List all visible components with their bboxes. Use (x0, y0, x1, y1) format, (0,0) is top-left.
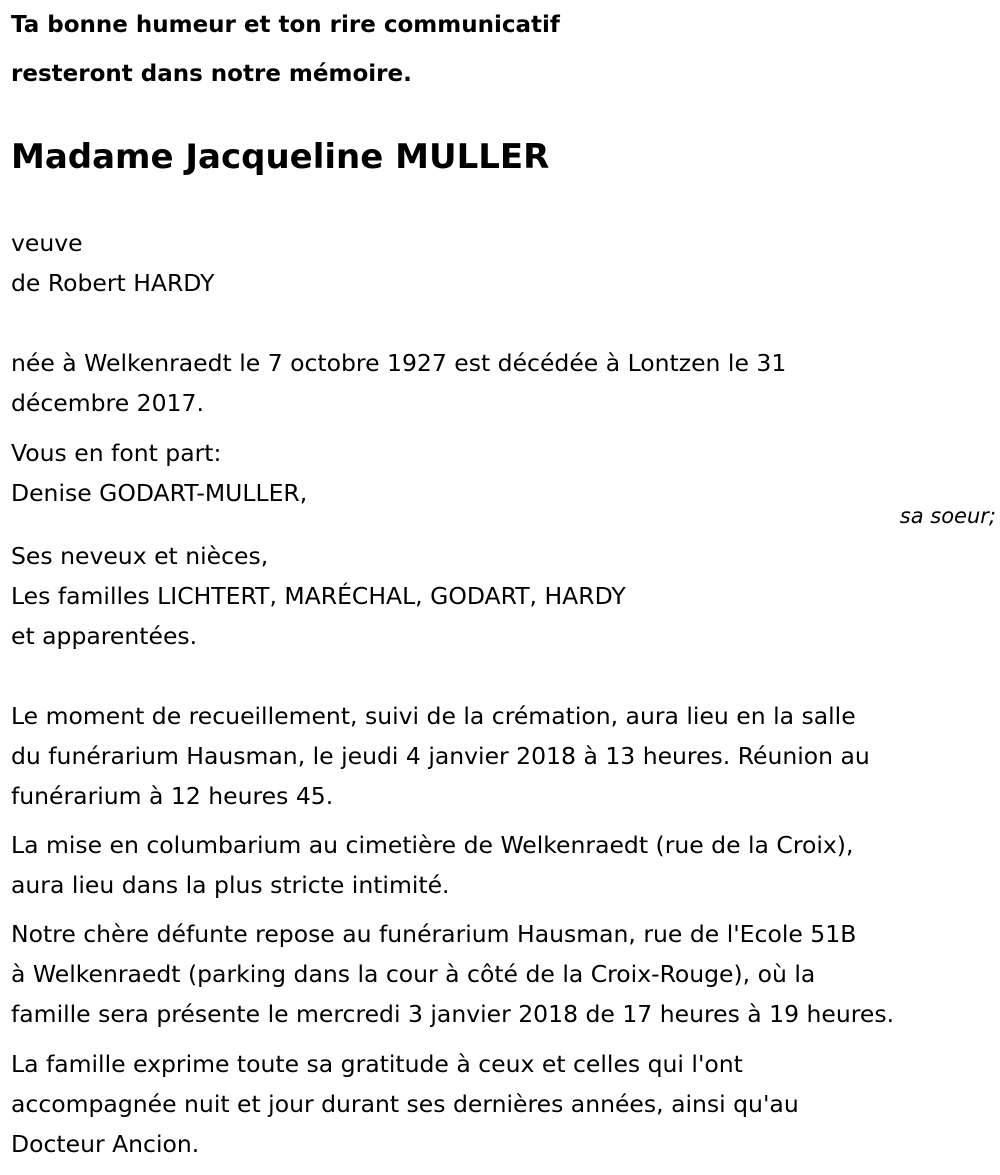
thanks-line-3: Docteur Ancion. (11, 1130, 200, 1158)
birth-death-line-1: née à Welkenraedt le 7 octobre 1927 est décédée à Lontzen le 31 (11, 349, 787, 377)
ceremony-line-1: Le moment de recueillement, suivi de la crémation, aura lieu en la salle (11, 702, 856, 730)
thanks-paragraph (11, 1044, 996, 1164)
deceased-name: Madame Jacqueline MULLER (11, 137, 550, 177)
ceremony-line-2: du funérarium Hausman, le jeudi 4 janvier 2018 à 13 heures. Réunion au (11, 742, 870, 770)
resting-line-3: famille sera présente le mercredi 3 janvier 2018 de 17 heures à 19 heures. (11, 1000, 895, 1028)
widow-info (11, 223, 996, 303)
family-list (11, 536, 996, 656)
spouse-name: de Robert HARDY (11, 269, 215, 297)
announcement-intro: Vous en font part: (11, 439, 222, 467)
family-line-3: et apparentées. (11, 622, 198, 650)
sister-name: Denise GODART-MULLER, (11, 479, 308, 507)
ceremony-paragraph (11, 696, 996, 816)
family-line-2: Les familles LICHTERT, MARÉCHAL, GODART, HARDY (11, 582, 626, 610)
columbarium-line-1: La mise en columbarium au cimetière de Welkenraedt (rue de la Croix), (11, 831, 854, 859)
birth-death-line-2: décembre 2017. (11, 389, 204, 417)
widow-status: veuve (11, 229, 83, 257)
sister-relation: sa soeur; (899, 504, 996, 528)
resting-place-paragraph (11, 914, 996, 1034)
resting-line-2: à Welkenraedt (parking dans la cour à côté de la Croix-Rouge), où la (11, 960, 816, 988)
birth-death-info (11, 343, 996, 423)
memorial-quote-line-1: Ta bonne humeur et ton rire communicatif (11, 12, 560, 38)
thanks-line-1: La famille exprime toute sa gratitude à ceux et celles qui l'ont (11, 1050, 743, 1078)
ceremony-line-3: funérarium à 12 heures 45. (11, 782, 334, 810)
columbarium-line-2: aura lieu dans la plus stricte intimité. (11, 871, 450, 899)
memorial-quote-line-2: resteront dans notre mémoire. (11, 61, 412, 87)
announcement (11, 433, 996, 513)
columbarium-paragraph (11, 825, 996, 905)
thanks-line-2: accompagnée nuit et jour durant ses dernières années, ainsi qu'au (11, 1090, 799, 1118)
resting-line-1: Notre chère défunte repose au funérarium Hausman, rue de l'Ecole 51B (11, 920, 857, 948)
family-line-1: Ses neveux et nièces, (11, 542, 269, 570)
